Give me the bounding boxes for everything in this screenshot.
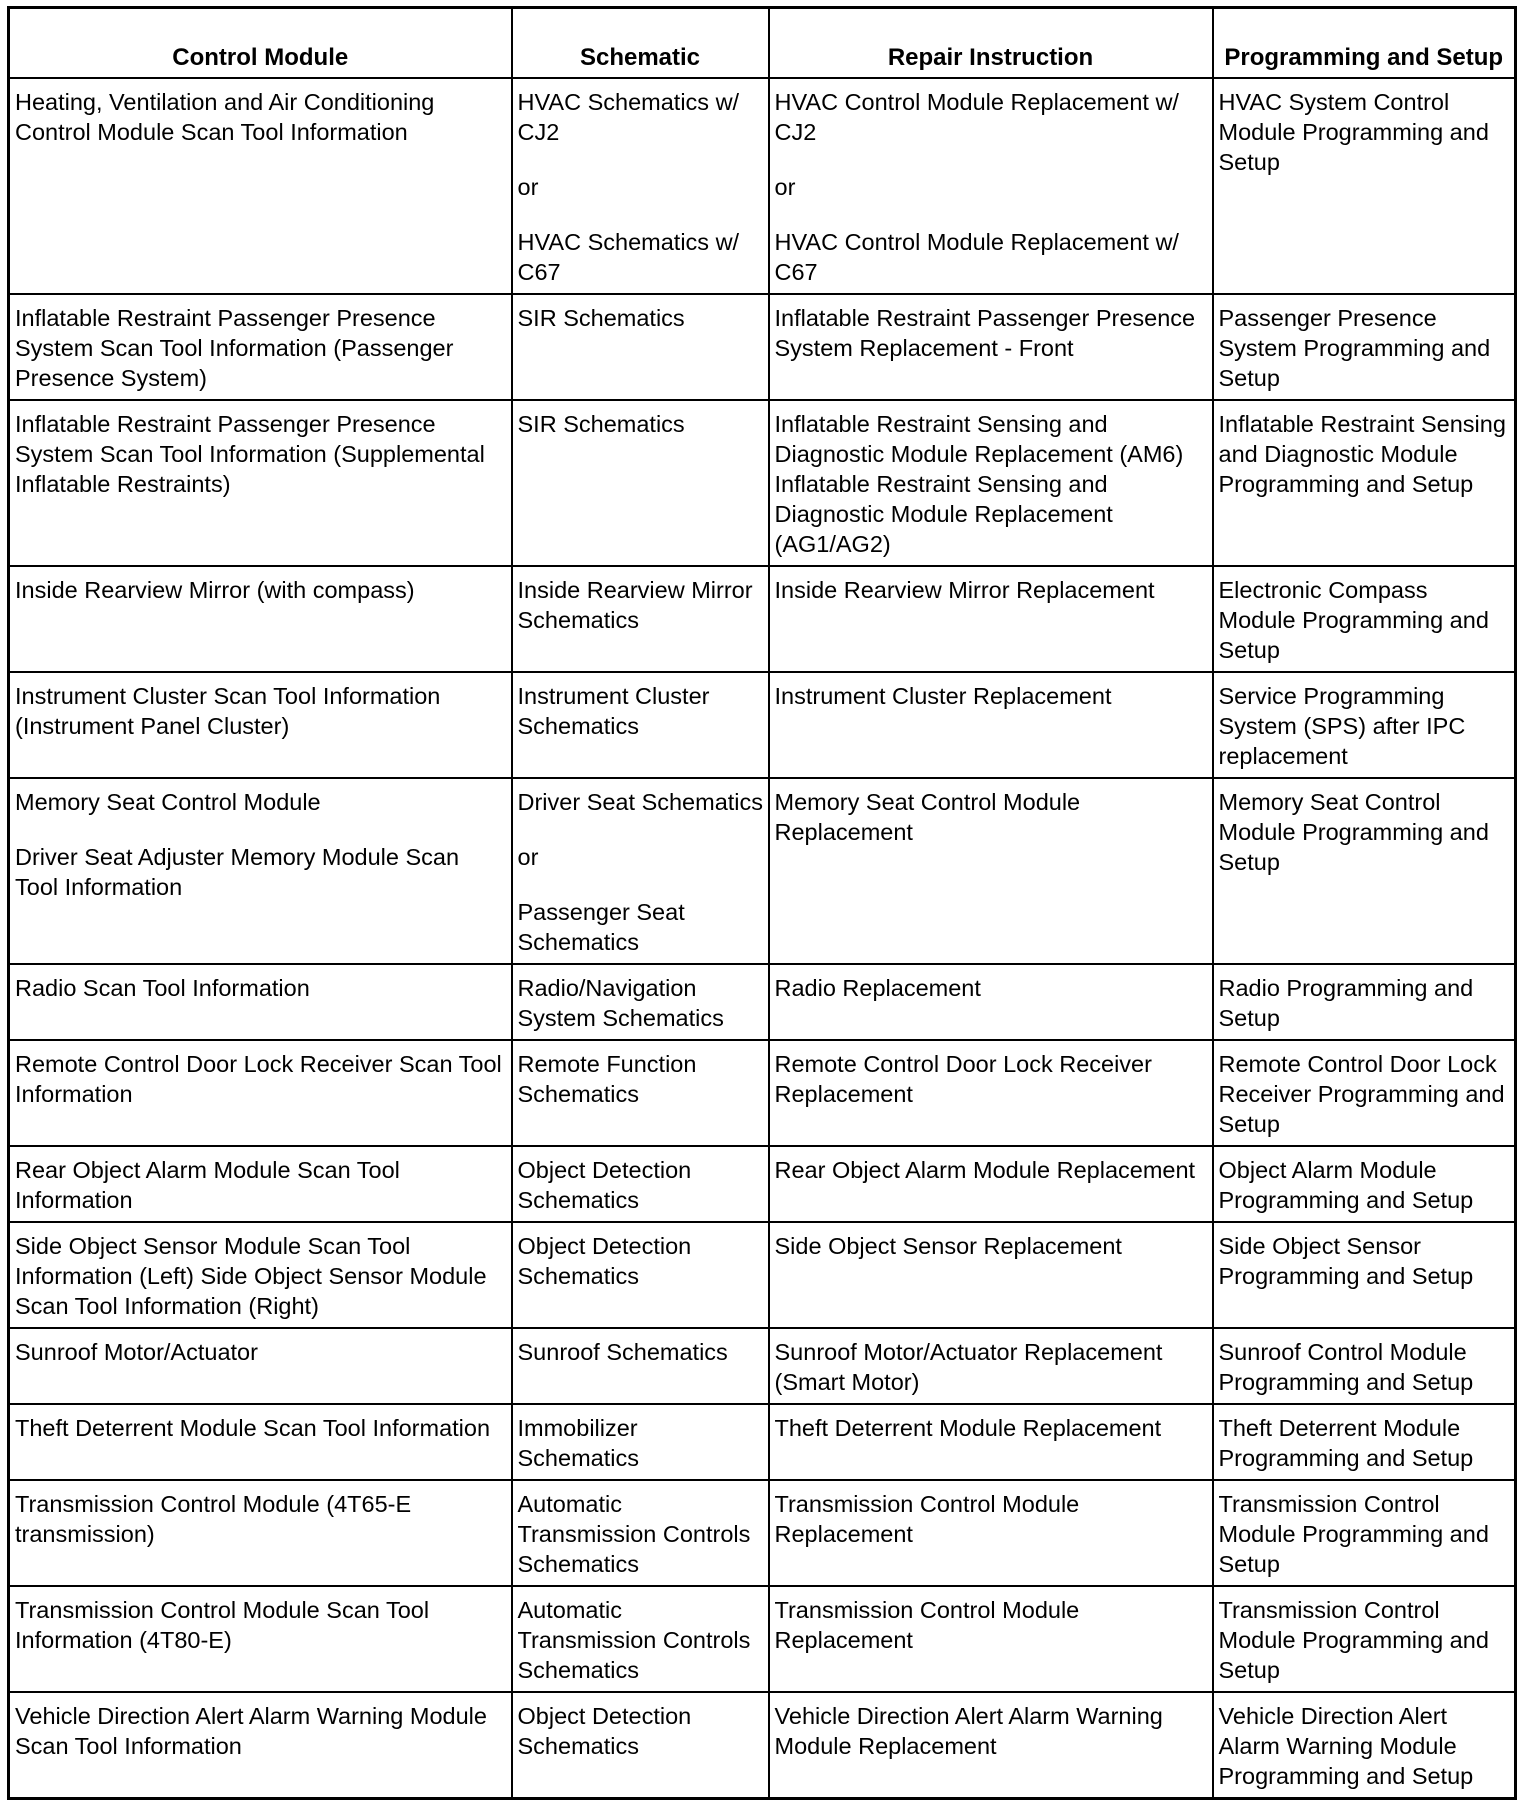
control-module-cell [9, 400, 512, 566]
schematic-cell [512, 1692, 769, 1799]
programming-setup-cell [1213, 672, 1516, 778]
cell-text: or [774, 173, 796, 200]
cell-text: Inflatable Restraint Passenger Presence System Scan Tool Information (Passenger Presence System) [15, 304, 454, 391]
control-module-cell [9, 1586, 512, 1692]
programming-setup-cell [1213, 294, 1516, 400]
cell-text: Vehicle Direction Alert Alarm Warning Module Replacement [774, 1702, 1163, 1759]
table-row [9, 1146, 1516, 1222]
cell-text: Vehicle Direction Alert Alarm Warning Module Programming and Setup [1218, 1702, 1474, 1789]
cell-text: Transmission Control Module Programming and Setup [1218, 1490, 1489, 1577]
cell-text: Memory Seat Control Module Programming and Setup [1218, 788, 1489, 875]
schematic-cell [512, 1480, 769, 1586]
table-row [9, 672, 1516, 778]
table-row [9, 1222, 1516, 1328]
cell-text: Side Object Sensor Module Scan Tool Information (Left) Side Object Sensor Module Scan Tool Information (Right) [15, 1232, 487, 1319]
cell-text: HVAC System Control Module Programming and Setup [1218, 88, 1489, 175]
cell-text: Side Object Sensor Replacement [774, 1232, 1122, 1259]
cell-text: Sunroof Control Module Programming and Setup [1218, 1338, 1474, 1395]
repair-instruction-cell [769, 78, 1213, 294]
cell-text: Driver Seat Schematics [517, 788, 764, 815]
cell-text: Driver Seat Adjuster Memory Module Scan Tool Information [15, 843, 460, 900]
cell-text: Memory Seat Control Module [15, 788, 321, 815]
cell-text: Passenger Seat Schematics [517, 898, 685, 955]
cell-text: Inside Rearview Mirror (with compass) [15, 576, 415, 603]
cell-text: Object Detection Schematics [517, 1232, 692, 1289]
programming-setup-cell [1213, 1146, 1516, 1222]
cell-text: Remote Control Door Lock Receiver Programming and Setup [1218, 1050, 1505, 1137]
cell-text: Remote Control Door Lock Receiver Scan Tool Information [15, 1050, 502, 1107]
header-schematic: Schematic [512, 8, 769, 78]
table-body [9, 78, 1516, 1799]
cell-text: SIR Schematics [517, 304, 685, 331]
programming-setup-cell [1213, 400, 1516, 566]
cell-text: Memory Seat Control Module Replacement [774, 788, 1081, 845]
repair-instruction-cell [769, 1328, 1213, 1404]
cell-text: Rear Object Alarm Module Scan Tool Information [15, 1156, 400, 1213]
cell-text: Radio Replacement [774, 974, 981, 1001]
table-row [9, 566, 1516, 672]
repair-instruction-cell [769, 1146, 1213, 1222]
header-control-module: Control Module [9, 8, 512, 78]
control-module-cell [9, 964, 512, 1040]
cell-text: Inflatable Restraint Sensing and Diagnostic Module Replacement (AM6) Inflatable Restraint Sensing and Diagnostic Module Replacement (AG1/AG2) [774, 410, 1184, 557]
cell-text: Object Alarm Module Programming and Setup [1218, 1156, 1474, 1213]
control-module-cell [9, 1040, 512, 1146]
schematic-cell [512, 1404, 769, 1480]
cell-text: or [517, 843, 539, 870]
cell-text: Theft Deterrent Module Scan Tool Information [15, 1414, 491, 1441]
table-row [9, 1404, 1516, 1480]
repair-instruction-cell [769, 400, 1213, 566]
repair-instruction-cell [769, 1586, 1213, 1692]
cell-text: Sunroof Schematics [517, 1338, 728, 1365]
cell-text: Rear Object Alarm Module Replacement [774, 1156, 1196, 1183]
programming-setup-cell [1213, 1222, 1516, 1328]
table-row [9, 964, 1516, 1040]
table-row [9, 400, 1516, 566]
control-module-cell [9, 78, 512, 294]
document-page [7, 6, 1514, 1789]
repair-instruction-cell [769, 1404, 1213, 1480]
programming-setup-cell [1213, 1040, 1516, 1146]
control-module-cell [9, 1404, 512, 1480]
cell-text: Radio Scan Tool Information [15, 974, 310, 1001]
cell-text: Inflatable Restraint Sensing and Diagnostic Module Programming and Setup [1218, 410, 1506, 497]
control-module-cell [9, 1480, 512, 1586]
repair-instruction-cell [769, 1692, 1213, 1799]
programming-setup-cell [1213, 778, 1516, 964]
control-module-table [7, 6, 1517, 1800]
cell-text: or [517, 173, 539, 200]
schematic-cell [512, 78, 769, 294]
cell-text: Service Programming System (SPS) after IPC replacement [1218, 682, 1466, 769]
cell-text: HVAC Control Module Replacement w/ CJ2 [774, 88, 1179, 145]
header-repair-instruction: Repair Instruction [769, 8, 1213, 78]
cell-text: Automatic Transmission Controls Schematics [517, 1596, 751, 1683]
programming-setup-cell [1213, 1586, 1516, 1692]
schematic-cell [512, 1328, 769, 1404]
control-module-cell [9, 566, 512, 672]
control-module-cell [9, 294, 512, 400]
cell-text: Vehicle Direction Alert Alarm Warning Module Scan Tool Information [15, 1702, 487, 1759]
cell-text: Transmission Control Module (4T65-E transmission) [15, 1490, 412, 1547]
cell-text: Instrument Cluster Scan Tool Information (Instrument Panel Cluster) [15, 682, 441, 739]
table-row [9, 78, 1516, 294]
programming-setup-cell [1213, 1328, 1516, 1404]
cell-text: Sunroof Motor/Actuator [15, 1338, 258, 1365]
cell-text: Sunroof Motor/Actuator Replacement (Smart Motor) [774, 1338, 1163, 1395]
repair-instruction-cell [769, 1040, 1213, 1146]
cell-text: Heating, Ventilation and Air Conditioning Control Module Scan Tool Information [15, 88, 435, 145]
repair-instruction-cell [769, 778, 1213, 964]
schematic-cell [512, 1222, 769, 1328]
cell-text: Inside Rearview Mirror Replacement [774, 576, 1155, 603]
programming-setup-cell [1213, 1692, 1516, 1799]
cell-text: HVAC Schematics w/ CJ2 [517, 88, 740, 145]
control-module-cell [9, 1692, 512, 1799]
cell-text: Immobilizer Schematics [517, 1414, 639, 1471]
control-module-cell [9, 1222, 512, 1328]
programming-setup-cell [1213, 1480, 1516, 1586]
programming-setup-cell [1213, 964, 1516, 1040]
cell-text: Theft Deterrent Module Replacement [774, 1414, 1162, 1441]
cell-text: HVAC Control Module Replacement w/ C67 [774, 228, 1179, 285]
schematic-cell [512, 964, 769, 1040]
table-header-row [9, 8, 1516, 78]
cell-text: Remote Function Schematics [517, 1050, 697, 1107]
cell-text: Inside Rearview Mirror Schematics [517, 576, 753, 633]
schematic-cell [512, 1040, 769, 1146]
cell-text: Remote Control Door Lock Receiver Replacement [774, 1050, 1152, 1107]
cell-text: Theft Deterrent Module Programming and Setup [1218, 1414, 1474, 1471]
table-row [9, 294, 1516, 400]
schematic-cell [512, 1146, 769, 1222]
repair-instruction-cell [769, 1480, 1213, 1586]
cell-text: Transmission Control Module Replacement [774, 1596, 1080, 1653]
control-module-cell [9, 1328, 512, 1404]
table-row [9, 1586, 1516, 1692]
schematic-cell [512, 294, 769, 400]
cell-text: Object Detection Schematics [517, 1156, 692, 1213]
cell-text: Transmission Control Module Scan Tool Information (4T80-E) [15, 1596, 430, 1653]
schematic-cell [512, 672, 769, 778]
cell-text: Radio Programming and Setup [1218, 974, 1474, 1031]
cell-text: Inflatable Restraint Passenger Presence System Scan Tool Information (Supplemental Inflatable Restraints) [15, 410, 485, 497]
cell-text: Automatic Transmission Controls Schematics [517, 1490, 751, 1577]
cell-text: Object Detection Schematics [517, 1702, 692, 1759]
repair-instruction-cell [769, 964, 1213, 1040]
cell-text: Radio/Navigation System Schematics [517, 974, 724, 1031]
repair-instruction-cell [769, 566, 1213, 672]
table-row [9, 1328, 1516, 1404]
table-row [9, 1480, 1516, 1586]
repair-instruction-cell [769, 294, 1213, 400]
table-row [9, 1040, 1516, 1146]
table-row [9, 1692, 1516, 1799]
repair-instruction-cell [769, 672, 1213, 778]
repair-instruction-cell [769, 1222, 1213, 1328]
cell-text: Side Object Sensor Programming and Setup [1218, 1232, 1474, 1289]
schematic-cell [512, 400, 769, 566]
cell-text: SIR Schematics [517, 410, 685, 437]
programming-setup-cell [1213, 78, 1516, 294]
cell-text: Transmission Control Module Replacement [774, 1490, 1080, 1547]
control-module-cell [9, 672, 512, 778]
cell-text: Electronic Compass Module Programming and Setup [1218, 576, 1489, 663]
control-module-cell [9, 1146, 512, 1222]
schematic-cell [512, 566, 769, 672]
schematic-cell [512, 778, 769, 964]
programming-setup-cell [1213, 566, 1516, 672]
cell-text: Inflatable Restraint Passenger Presence System Replacement - Front [774, 304, 1196, 361]
programming-setup-cell [1213, 1404, 1516, 1480]
cell-text: Instrument Cluster Schematics [517, 682, 710, 739]
table-row [9, 778, 1516, 964]
cell-text: Transmission Control Module Programming and Setup [1218, 1596, 1489, 1683]
schematic-cell [512, 1586, 769, 1692]
header-programming-setup: Programming and Setup [1213, 8, 1516, 78]
cell-text: Instrument Cluster Replacement [774, 682, 1112, 709]
cell-text: HVAC Schematics w/ C67 [517, 228, 740, 285]
control-module-cell [9, 778, 512, 964]
cell-text: Passenger Presence System Programming and Setup [1218, 304, 1491, 391]
